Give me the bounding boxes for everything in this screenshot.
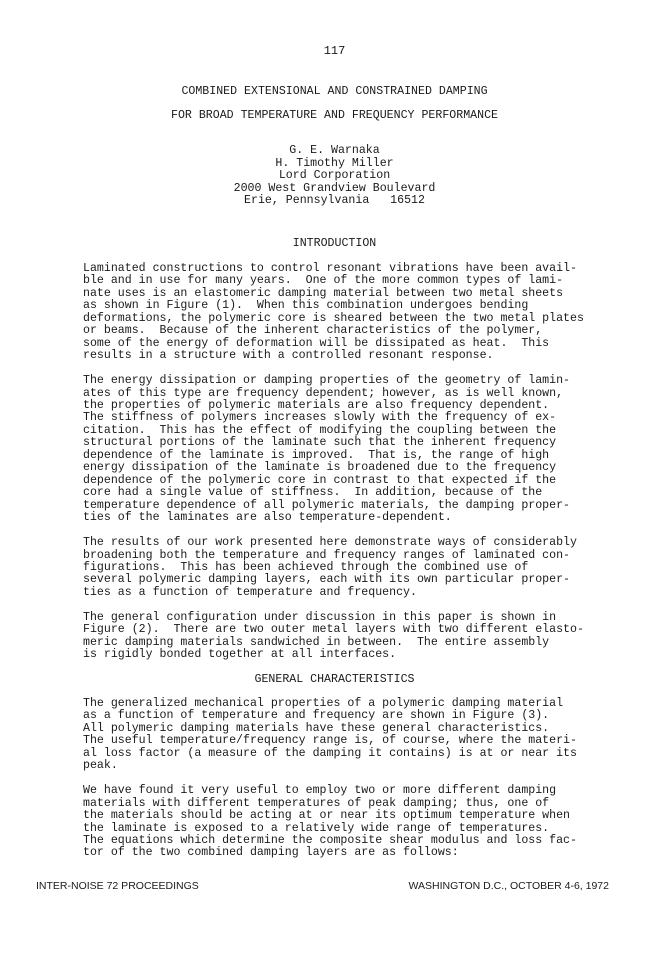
- general-characteristics-body: [83, 698, 623, 860]
- footer-location-date: WASHINGTON D.C., OCTOBER 4-6, 1972: [408, 880, 609, 892]
- paragraph: The generalized mechanical properties of a polymeric damping material as a function of temperature and frequency are shown in Figure (3). All polymeric damping materials have these general characteristics. The useful temperature/frequency range is, of course, where the materi- al loss factor (a measure of the damping it contains) is at or near its peak.: [83, 697, 577, 773]
- page-number: 117: [323, 44, 346, 58]
- affiliation: Lord Corporation: [278, 169, 391, 182]
- paper-title: [0, 80, 669, 128]
- heading-general-characteristics: GENERAL CHARACTERISTICS: [254, 673, 415, 686]
- introduction-body: [83, 263, 623, 662]
- author-name-2: H. Timothy Miller: [275, 156, 394, 170]
- paragraph: The energy dissipation or damping properties of the geometry of lamin- ates of this type are frequency dependent; however, as is well known, the properties of polymeric materials are also frequency dependent. The stiffness of polymers increases slowly with the frequency of ex- citation. This has the effect of modifying the coupling between the structural portions of the laminate such that the inherent frequency dependence of the laminate is improved. That is, the range of high energy dissipation of the laminate is broadened due to the frequency dependence of the polymeric core in contrast to that expected if the core had a single value of stiffness. In addition, because of the temperature dependence of all polymeric materials, the damping proper- ties of the laminates are also temperature-dependent.: [83, 374, 571, 525]
- author-name-1: G. E. Warnaka: [289, 144, 380, 157]
- heading-introduction: INTRODUCTION: [292, 237, 377, 250]
- author-block: [0, 145, 669, 208]
- address-street: 2000 West Grandview Boulevard: [233, 181, 436, 195]
- paragraph: We have found it very useful to employ two or more different damping materials with different temperatures of peak damping; thus, one of the materials should be acting at or near its optimum temperature when the laminate is exposed to a relatively wide range of temperatures. The equations which determine the composite shear modulus and loss fac- tor of the two combined damping layers are as follows:: [83, 784, 577, 860]
- title-line-2: FOR BROAD TEMPERATURE AND FREQUENCY PERFORMANCE: [171, 109, 498, 122]
- paragraph: The results of our work presented here demonstrate ways of considerably broadening both the temperature and frequency ranges of laminated con- figurations. This has been achieved through the combined use of several polymeric damping layers, each with its own particular proper- ties as a function of temperature and frequency.: [83, 536, 577, 599]
- paragraph: Laminated constructions to control resonant vibrations have been avail- ble and in use for many years. One of the more common types of lami- nate uses is an elastomeric damping material between two metal sheets as shown in Figure (1). When this combination undergoes bending deformations, the polymeric core is sheared between the two metal plates or beams. Because of the inherent characteristics of the polymer, some of the energy of deformation will be dissipated as heat. This results in a structure with a controlled resonant response.: [83, 262, 584, 363]
- address-city: Erie, Pennsylvania 16512: [244, 194, 425, 207]
- footer-proceedings: INTER-NOISE 72 PROCEEDINGS: [36, 880, 199, 892]
- paragraph: The general configuration under discussion in this paper is shown in Figure (2). There are two outer metal layers with two different elasto- meric damping materials sandwiched in between. The entire assembly is rigidly bonded together at all interfaces.: [83, 610, 584, 662]
- title-line-1: COMBINED EXTENSIONAL AND CONSTRAINED DAMPING: [181, 85, 488, 98]
